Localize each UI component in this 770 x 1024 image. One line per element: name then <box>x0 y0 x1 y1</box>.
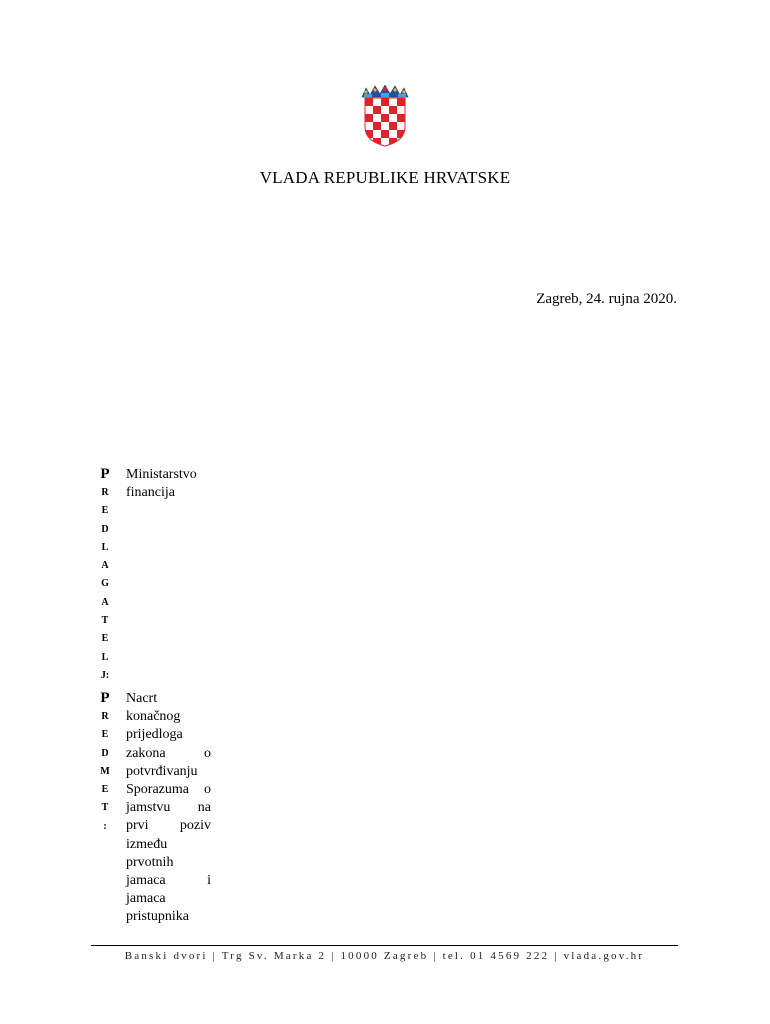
shield-square <box>389 130 397 138</box>
label-letter: M <box>100 765 110 777</box>
croatian-coat-of-arms-icon <box>360 85 410 147</box>
shield-square <box>389 106 397 114</box>
shield-square <box>397 106 405 114</box>
shield-square <box>389 122 397 130</box>
shield-square <box>373 130 381 138</box>
value-line: jamaca i <box>126 873 211 889</box>
value-line: financija <box>126 485 175 501</box>
label-letter: E <box>101 633 109 645</box>
shield-square <box>389 114 397 122</box>
value-line: konačnog <box>126 709 181 725</box>
value-line: Nacrt <box>126 691 158 706</box>
shield-square <box>365 106 373 114</box>
value-line: između <box>126 836 168 852</box>
shield-square <box>389 98 397 106</box>
value-line: potvrđivanju <box>126 763 198 779</box>
label-letter: D <box>101 747 109 759</box>
value-line: prvi poziv <box>126 818 211 834</box>
value-line: jamaca <box>126 891 166 907</box>
label-letter: D <box>101 523 109 535</box>
shield-square <box>397 138 405 146</box>
value-line: prvotnih <box>126 854 174 870</box>
subject-label <box>96 689 114 836</box>
shield-square <box>381 114 389 122</box>
label-letter: A <box>101 560 109 572</box>
shield-square <box>381 130 389 138</box>
shield-square <box>397 98 405 106</box>
checkerboard-shield <box>365 98 405 146</box>
value-line: Sporazuma o <box>126 782 211 798</box>
label-letter: E <box>101 729 109 741</box>
proposer-label <box>96 465 114 685</box>
value-line: zakona o <box>126 745 211 761</box>
label-letter: R <box>101 487 109 498</box>
label-letter: J: <box>100 669 110 681</box>
shield-square <box>397 122 405 130</box>
label-letter: E <box>101 784 109 796</box>
shield-square <box>381 122 389 130</box>
shield-square <box>381 106 389 114</box>
shield-square <box>397 114 405 122</box>
label-letter: : <box>103 820 107 832</box>
subject-value <box>126 690 211 927</box>
value-line: jamstvu na <box>126 800 211 816</box>
shield-square <box>365 98 373 106</box>
shield-square <box>373 98 381 106</box>
shield-square <box>373 106 381 114</box>
footer-divider <box>91 945 678 946</box>
label-letter: T <box>101 802 109 814</box>
label-letter: P <box>100 466 110 482</box>
label-letter: L <box>101 541 109 553</box>
label-letter: T <box>101 615 109 627</box>
shield-square <box>381 98 389 106</box>
label-letter: R <box>101 711 109 722</box>
proposer-value <box>126 466 211 502</box>
footer-contact: Banski dvori | Trg Sv. Marka 2 | 10000 Zagreb | tel. 01 4569 222 | vlada.gov.hr <box>124 950 645 962</box>
shield-square <box>373 122 381 130</box>
value-line: pristupnika <box>126 909 189 925</box>
value-line: Ministarstvo <box>126 467 197 482</box>
crown <box>362 85 408 97</box>
label-letter: A <box>101 596 109 608</box>
shield-square <box>373 114 381 122</box>
label-letter: G <box>101 578 109 590</box>
label-letter: P <box>100 690 110 706</box>
shield-square <box>365 138 373 146</box>
government-title: VLADA REPUBLIKE HRVATSKE <box>259 168 511 187</box>
label-letter: E <box>101 505 109 517</box>
value-line: prijedloga <box>126 727 183 743</box>
document-date: Zagreb, 24. rujna 2020. <box>536 291 677 307</box>
shield-square <box>365 122 373 130</box>
shield-square <box>365 114 373 122</box>
label-letter: L <box>101 651 109 663</box>
